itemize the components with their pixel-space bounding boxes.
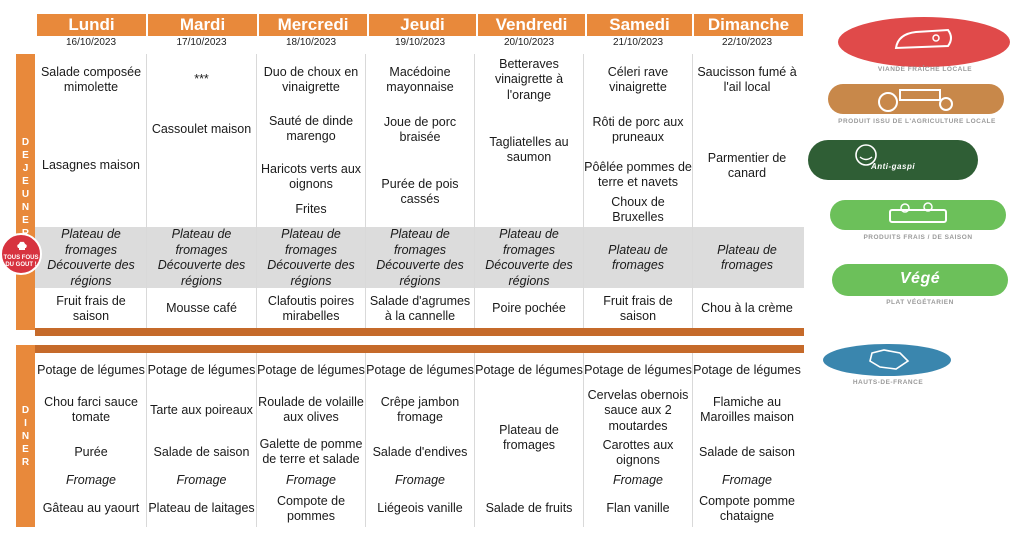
lunch-dessert-cell (257, 291, 365, 327)
lunch-main-cell (693, 146, 801, 186)
dish-name: Betteraves vinaigrette à l'orange (494, 56, 564, 102)
section-letter: E (22, 176, 29, 187)
dish-name: Fromage (612, 473, 664, 488)
dish-name: Choux de Bruxelles (611, 194, 665, 224)
dish-name: Salade composée mimolette (40, 64, 142, 94)
section-letter: D (21, 137, 30, 148)
dish-name: Plateau de fromages Découverte des régions (157, 228, 246, 288)
dinner-soup-cell (584, 354, 692, 388)
lunch-cheese-cell (147, 228, 256, 288)
section-letter: I (24, 418, 27, 429)
dinner-soup-cell (37, 354, 145, 388)
dish-name: Chou farci sauce tomate (44, 394, 138, 424)
dish-name: Fromage (285, 473, 337, 488)
day-date: 16/10/2023 (65, 37, 117, 48)
lunch-main-cell (257, 108, 365, 150)
legend-label-anti-gaspi: Anti-gaspi (870, 162, 916, 171)
lunch-starter-cell (693, 56, 801, 104)
anti-gaspi-icon (808, 140, 978, 180)
dish-name: Compote de pommes (276, 493, 346, 523)
lunch-main-cell (147, 116, 256, 144)
lunch-cheese-cell (257, 228, 365, 288)
dish-name: Plateau de fromages Découverte des régions (267, 228, 355, 288)
dish-name: Flamiche au Maroilles maison (700, 394, 794, 424)
lunch-dessert-cell (37, 291, 145, 327)
dinner-dessert-cell (475, 492, 583, 526)
dinner-cheese-cell (37, 472, 145, 490)
section-letter: R (21, 457, 30, 468)
dish-name: *** (194, 72, 209, 87)
day-date: 20/10/2023 (503, 37, 555, 48)
dish-name: Compote pomme chataigne (699, 493, 795, 523)
tractor-icon (828, 84, 1004, 114)
legend-label-meat: VIANDE FRAÎCHE LOCALE (877, 66, 973, 73)
tous-fous-du-gout-badge (0, 233, 42, 275)
dish-name: Plateau de fromages Découverte des régions (47, 228, 135, 288)
section-letter: E (22, 150, 29, 161)
dinner-main-cell (257, 392, 365, 428)
lunch-dessert-cell (584, 291, 692, 327)
legend-label-vege: Végé (899, 270, 941, 287)
dinner-main-cell (475, 418, 583, 458)
section-letter: E (22, 215, 29, 226)
lunch-starter-cell (475, 56, 583, 104)
dinner-main-cell (584, 387, 692, 435)
day-date: 17/10/2023 (176, 37, 227, 48)
dish-name: Joue de porc braisée (383, 114, 457, 144)
day-date: 22/10/2023 (721, 37, 773, 48)
dish-name: Plateau de fromages (717, 242, 777, 272)
dish-name: Roulade de volaille aux olives (258, 394, 364, 424)
day-date: 19/10/2023 (394, 37, 446, 48)
badge-line2: DU GOUT ! (5, 262, 37, 268)
dish-name: Carottes aux oignons (602, 437, 674, 467)
lunch-side-cell (257, 158, 365, 196)
section-separator-top (35, 328, 804, 336)
dish-name: Cervelas obernois sauce aux 2 moutardes (587, 387, 689, 433)
dish-name: Potage de légumes (366, 363, 474, 378)
dish-name: Parmentier de canard (707, 150, 787, 180)
dish-name: Fruit frais de saison (603, 293, 673, 323)
dish-name: Lasagnes maison (42, 158, 140, 173)
badge-line1: TOUS FOUS (3, 255, 39, 261)
meat-icon (836, 16, 1012, 68)
lunch-starter-cell (147, 56, 256, 104)
dinner-soup-cell (257, 354, 365, 388)
dish-name: Plateau de fromages (499, 422, 559, 452)
dinner-cheese-cell (584, 472, 692, 490)
dinner-cheese-cell (257, 472, 365, 490)
day-header: Mardi (148, 14, 258, 36)
lunch-side-cell (584, 156, 692, 194)
dish-name: Galette de pomme de terre et salade (259, 436, 363, 466)
dish-name: Frites (295, 202, 327, 217)
dinner-dessert-cell (366, 492, 474, 526)
dish-name: Plateau de fromages Découverte des régions (485, 228, 573, 288)
day-header: Vendredi (478, 14, 586, 36)
dish-name: Liégeois vanille (377, 501, 463, 516)
day-header: Samedi (587, 14, 693, 36)
dish-name: Potage de légumes (257, 363, 365, 378)
lunch-cheese-cell (37, 228, 145, 288)
dish-name: Purée (74, 445, 108, 460)
dinner-cheese-cell (366, 472, 474, 490)
legend-label-region: HAUTS-DE-FRANCE (852, 379, 924, 386)
dinner-side-cell (37, 436, 145, 470)
lunch-main-cell (37, 140, 145, 192)
dish-name: Salade d'agrumes à la cannelle (369, 293, 471, 323)
dish-name: Fromage (721, 473, 773, 488)
dish-name: Fromage (176, 473, 227, 488)
dish-name: Tagliatelles au saumon (489, 134, 569, 164)
day-header: Dimanche (694, 14, 804, 36)
lunch-cheese-cell (475, 228, 583, 288)
dish-name: Plateau de fromages (608, 242, 668, 272)
dinner-side-cell (584, 436, 692, 470)
dinner-soup-cell (147, 354, 256, 388)
dish-name: Potage de légumes (475, 363, 583, 378)
legend-label-local: PRODUIT ISSU DE L'AGRICULTURE LOCALE (838, 118, 996, 125)
dish-name: Potage de légumes (693, 363, 801, 378)
dish-name: Rôti de porc aux pruneaux (592, 114, 684, 144)
lunch-starter-cell (37, 56, 145, 104)
dish-name: Tarte aux poireaux (150, 403, 253, 418)
dinner-side-cell (147, 436, 256, 470)
dish-name: Fromage (65, 473, 117, 488)
dish-name: Potage de légumes (147, 363, 256, 378)
dish-name: Poire pochée (492, 301, 566, 316)
dinner-soup-cell (366, 354, 474, 388)
lunch-starter-cell (584, 56, 692, 104)
chef-hat-icon (16, 241, 28, 251)
dish-name: Chou à la crème (701, 301, 793, 316)
day-date: 21/10/2023 (612, 37, 664, 48)
dish-name: Crêpe jambon fromage (380, 394, 460, 424)
dish-name: Haricots verts aux oignons (260, 161, 362, 191)
dinner-side-cell (257, 434, 365, 470)
lunch-cheese-cell (366, 228, 474, 288)
dinner-dessert-cell (584, 492, 692, 526)
lunch-main-cell (366, 110, 474, 150)
fresh-produce-icon (830, 200, 1006, 230)
section-letter: D (21, 405, 30, 416)
legend-label-vegetarian: PLAT VÉGÉTARIEN (886, 299, 954, 306)
dish-name: Fromage (394, 473, 446, 488)
section-letter: E (22, 444, 29, 455)
dish-name: Salade d'endives (372, 445, 468, 460)
lunch-main-cell (475, 130, 583, 170)
lunch-dessert-cell (147, 291, 256, 327)
dish-name: Céleri rave vinaigrette (607, 64, 669, 94)
dish-name: Sauté de dinde marengo (268, 113, 354, 143)
section-separator-bottom (35, 345, 804, 353)
dish-name: Saucisson fumé à l'ail local (697, 64, 797, 94)
lunch-dessert-cell (366, 291, 474, 327)
day-date: 18/10/2023 (285, 37, 337, 48)
lunch-cheese-cell (693, 228, 801, 288)
dinner-main-cell (37, 392, 145, 428)
dinner-soup-cell (693, 354, 801, 388)
dish-name: Plateau de fromages Découverte des régions (376, 228, 464, 288)
dish-name: Potage de légumes (37, 363, 145, 378)
dish-name: Salade de fruits (485, 501, 573, 516)
section-letter: J (22, 163, 29, 174)
section-letter: U (21, 189, 30, 200)
lunch-side2-cell (584, 193, 692, 227)
section-letter: N (21, 202, 30, 213)
section-letter: N (21, 431, 30, 442)
dish-name: Mousse café (166, 301, 237, 316)
dish-name: Cassoulet maison (151, 122, 252, 137)
lunch-cheese-cell (584, 228, 692, 288)
dish-name: Duo de choux en vinaigrette (263, 64, 359, 94)
dinner-cheese-cell (147, 472, 256, 490)
dish-name: Gâteau au yaourt (42, 501, 140, 516)
dinner-side-cell (366, 436, 474, 470)
dinner-main-cell (693, 392, 801, 428)
day-header: Mercredi (259, 14, 368, 36)
dish-name: Salade de saison (699, 445, 795, 460)
dish-name: Macédoine mayonnaise (386, 64, 454, 94)
day-header: Jeudi (369, 14, 477, 36)
dinner-main-cell (366, 392, 474, 428)
legend-label-fresh: PRODUITS FRAIS / DE SAISON (863, 234, 973, 241)
dinner-main-cell (147, 396, 256, 426)
dish-name: Clafoutis poires mirabelles (267, 293, 355, 323)
dinner-cheese-cell (693, 472, 801, 490)
dish-name: Purée de pois cassés (381, 176, 459, 206)
dinner-side-cell (693, 436, 801, 470)
dinner-dessert-cell (257, 492, 365, 526)
region-map-icon (822, 343, 952, 377)
dinner-dessert-cell (37, 492, 145, 526)
dish-name: Pôêlée pommes de terre et navets (584, 159, 692, 189)
dish-name: Plateau de laitages (148, 501, 255, 516)
dinner-dessert-cell (147, 492, 256, 526)
dinner-soup-cell (475, 354, 583, 388)
lunch-side2-cell (257, 198, 365, 222)
dish-name: Potage de légumes (584, 363, 692, 378)
dinner-dessert-cell (693, 492, 801, 526)
lunch-starter-cell (257, 56, 365, 104)
lunch-starter-cell (366, 56, 474, 104)
lunch-side-cell (366, 172, 474, 212)
lunch-dessert-cell (693, 291, 801, 327)
dish-name: Salade de saison (153, 445, 250, 460)
day-header: Lundi (37, 14, 147, 36)
dish-name: Fruit frais de saison (56, 293, 126, 323)
dish-name: Flan vanille (606, 501, 670, 516)
lunch-dessert-cell (475, 291, 583, 327)
lunch-main-cell (584, 108, 692, 152)
